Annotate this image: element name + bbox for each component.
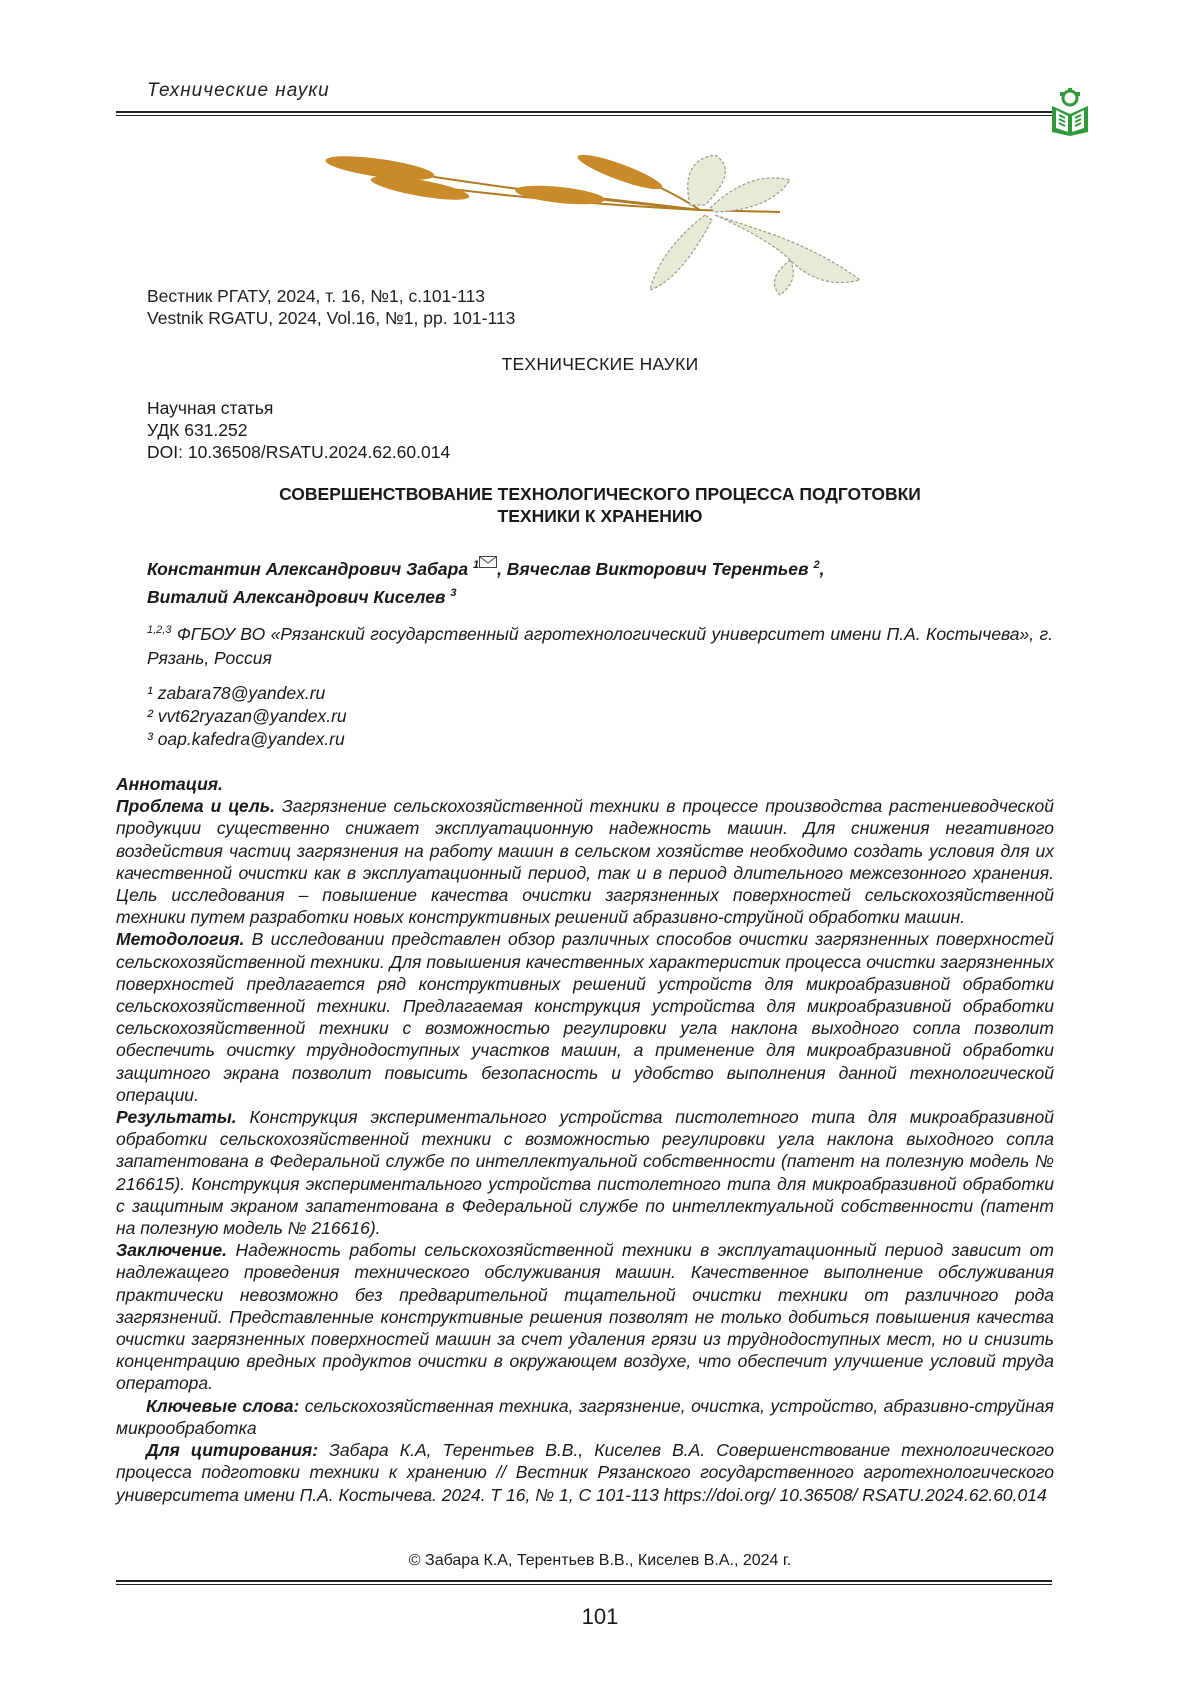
author-2: , Вячеслав Викторович Терентьев: [497, 558, 809, 579]
author-list: [147, 553, 1057, 609]
results-text: Конструкция экспериментального устройства пистолетного типа для микроабразивной обработки сельскохозяйственной техники с возможностью регулировки угла наклона выходного сопла запатентована в Федеральной службе по интеллектуальной собственности (патент на полезную модель № 216615). Конструкция экспериментального устройства пистолетного типа для микроабразивной обработки с защитным экраном запатентована в Федеральной службе по интеллектуальной собственности (патент на полезную модель № 216616).: [116, 1107, 1054, 1239]
author-separator: ,: [819, 558, 825, 579]
affiliation-text: ФГБОУ ВО «Рязанский государственный агротехнологический университет имени П.А. Костычева», г. Рязань, Россия: [147, 623, 1053, 668]
cite-label: Для цитирования:: [146, 1440, 319, 1461]
affiliation-marks: 1,2,3: [147, 624, 172, 636]
author-3: Виталий Александрович Киселев: [147, 586, 446, 607]
results-label: Результаты.: [116, 1107, 237, 1128]
email-author-1[interactable]: ¹ zabara78@yandex.ru: [147, 683, 326, 703]
author-1: Константин Александрович Забара: [147, 558, 469, 579]
author-1-affil: 1: [472, 559, 480, 571]
envelope-icon[interactable]: [479, 556, 497, 568]
article-title-line1: СОВЕРШЕНСТВОВАНИЕ ТЕХНОЛОГИЧЕСКОГО ПРОЦЕССА ПОДГОТОВКИ: [279, 484, 921, 504]
abstract-heading: Аннотация.: [116, 774, 223, 794]
section-title: ТЕХНИЧЕСКИЕ НАУКИ: [501, 354, 699, 374]
keywords: [116, 1395, 1054, 1439]
top-rule-thin: [116, 115, 1052, 116]
article-type: Научная статья: [147, 398, 274, 418]
conclusion-label: Заключение.: [116, 1240, 227, 1261]
keywords-label: Ключевые слова:: [146, 1395, 300, 1416]
wheat-ribbon-illustration: [320, 150, 900, 300]
bottom-rule-thin: [116, 1584, 1052, 1585]
abstract-results: [116, 1106, 1054, 1239]
udk-code: УДК 631.252: [147, 420, 248, 440]
copyright: © Забара К.А, Терентьев В.В., Киселев В.А., 2024 г.: [408, 1552, 792, 1569]
doi-link[interactable]: DOI: 10.36508/RSATU.2024.62.60.014: [147, 442, 451, 462]
problem-label: Проблема и цель.: [116, 796, 275, 817]
author-3-affil: 3: [450, 586, 457, 599]
method-text: В исследовании представлен обзор различных способов очистки загрязненных поверхностей сельскохозяйственной техники. Для повышения качественных характеристик процесса очистки загрязненных поверхностей предлагается ряд конструктивных решений устройств для микроабразивной обработки сельскохозяйственной техники. Предлагаемая конструкция устройства для микроабразивной обработки сельскохозяйственной техники с возможностью регулировки угла наклона выходного сопла позволит обеспечить очистку труднодоступных участков машин, а применение для микроабразивной обработки защитного экрана позволит повысить безопасность и удобство выполнения данной технологической операции.: [116, 929, 1054, 1105]
cite-text: Забара К.А, Терентьев В.В., Киселев В.А. Совершенствование технологического процесса подготовки техники к хранению // Вестник Рязанского государственного агротехнологического университета имени П.А. Костычева. 2024. Т 16, № 1, С 101-113 https://doi.org/ 10.36508/ RSATU.2024.62.60.014: [116, 1440, 1054, 1505]
top-rule: [116, 111, 1052, 113]
author-2-affil: 2: [813, 559, 820, 571]
article-title: [150, 483, 1050, 527]
abstract-method: [116, 928, 1054, 1106]
article-title-line2: ТЕХНИКИ К ХРАНЕНИЮ: [497, 506, 703, 526]
method-label: Методология.: [116, 929, 245, 950]
journal-citation-en: Vestnik RGATU, 2024, Vol.16, №1, pp. 101-113: [147, 308, 516, 328]
affiliation: [147, 618, 1053, 670]
keywords-text: сельскохозяйственная техника, загрязнение, очистка, устройство, абразивно-струйная микрообработка: [116, 1395, 1054, 1438]
journal-logo-icon: [1048, 88, 1092, 136]
page-number: 101: [581, 1604, 619, 1629]
running-head: Технические науки: [147, 80, 330, 101]
bottom-rule: [116, 1580, 1052, 1582]
how-to-cite: [116, 1439, 1054, 1506]
abstract: [116, 773, 1054, 1506]
conclusion-text: Надежность работы сельскохозяйственной техники в эксплуатационный период зависит от надлежащего проведения технического обслуживания машин. Качественное выполнение обслуживания практически невозможно без предварительной тщательной очистки техники от различного рода загрязнений. Представленные конструктивные решения позволят не только добиться повышения качества очистки загрязненных поверхностей машин за счет удаления грязи из труднодоступных мест, но и снизить концентрацию вредных продуктов очистки в окружающем воздухе, что обеспечит улучшение условий труда оператора.: [116, 1240, 1054, 1394]
email-author-3[interactable]: ³ oap.kafedra@yandex.ru: [147, 729, 345, 749]
email-author-2[interactable]: ² vvt62ryazan@yandex.ru: [147, 706, 347, 726]
abstract-conclusion: [116, 1239, 1054, 1394]
journal-citation-ru: Вестник РГАТУ, 2024, т. 16, №1, с.101-113: [147, 286, 486, 306]
abstract-problem: [116, 795, 1054, 928]
problem-text: Загрязнение сельскохозяйственной техники в процессе производства растениеводческой продукции существенно снижает эксплуатационную надежность машин. Для снижения негативного воздействия частиц загрязнения на работу машин в сельском хозяйстве необходимо создать условия для их качественной очистки как в эксплуатационный период, так и в период длительного межсезонного хранения. Цель исследования – повышение качества очистки загрязненных поверхностей сельскохозяйственной техники путем разработки новых конструктивных решений абразивно-струйной обработки машин.: [116, 796, 1054, 928]
